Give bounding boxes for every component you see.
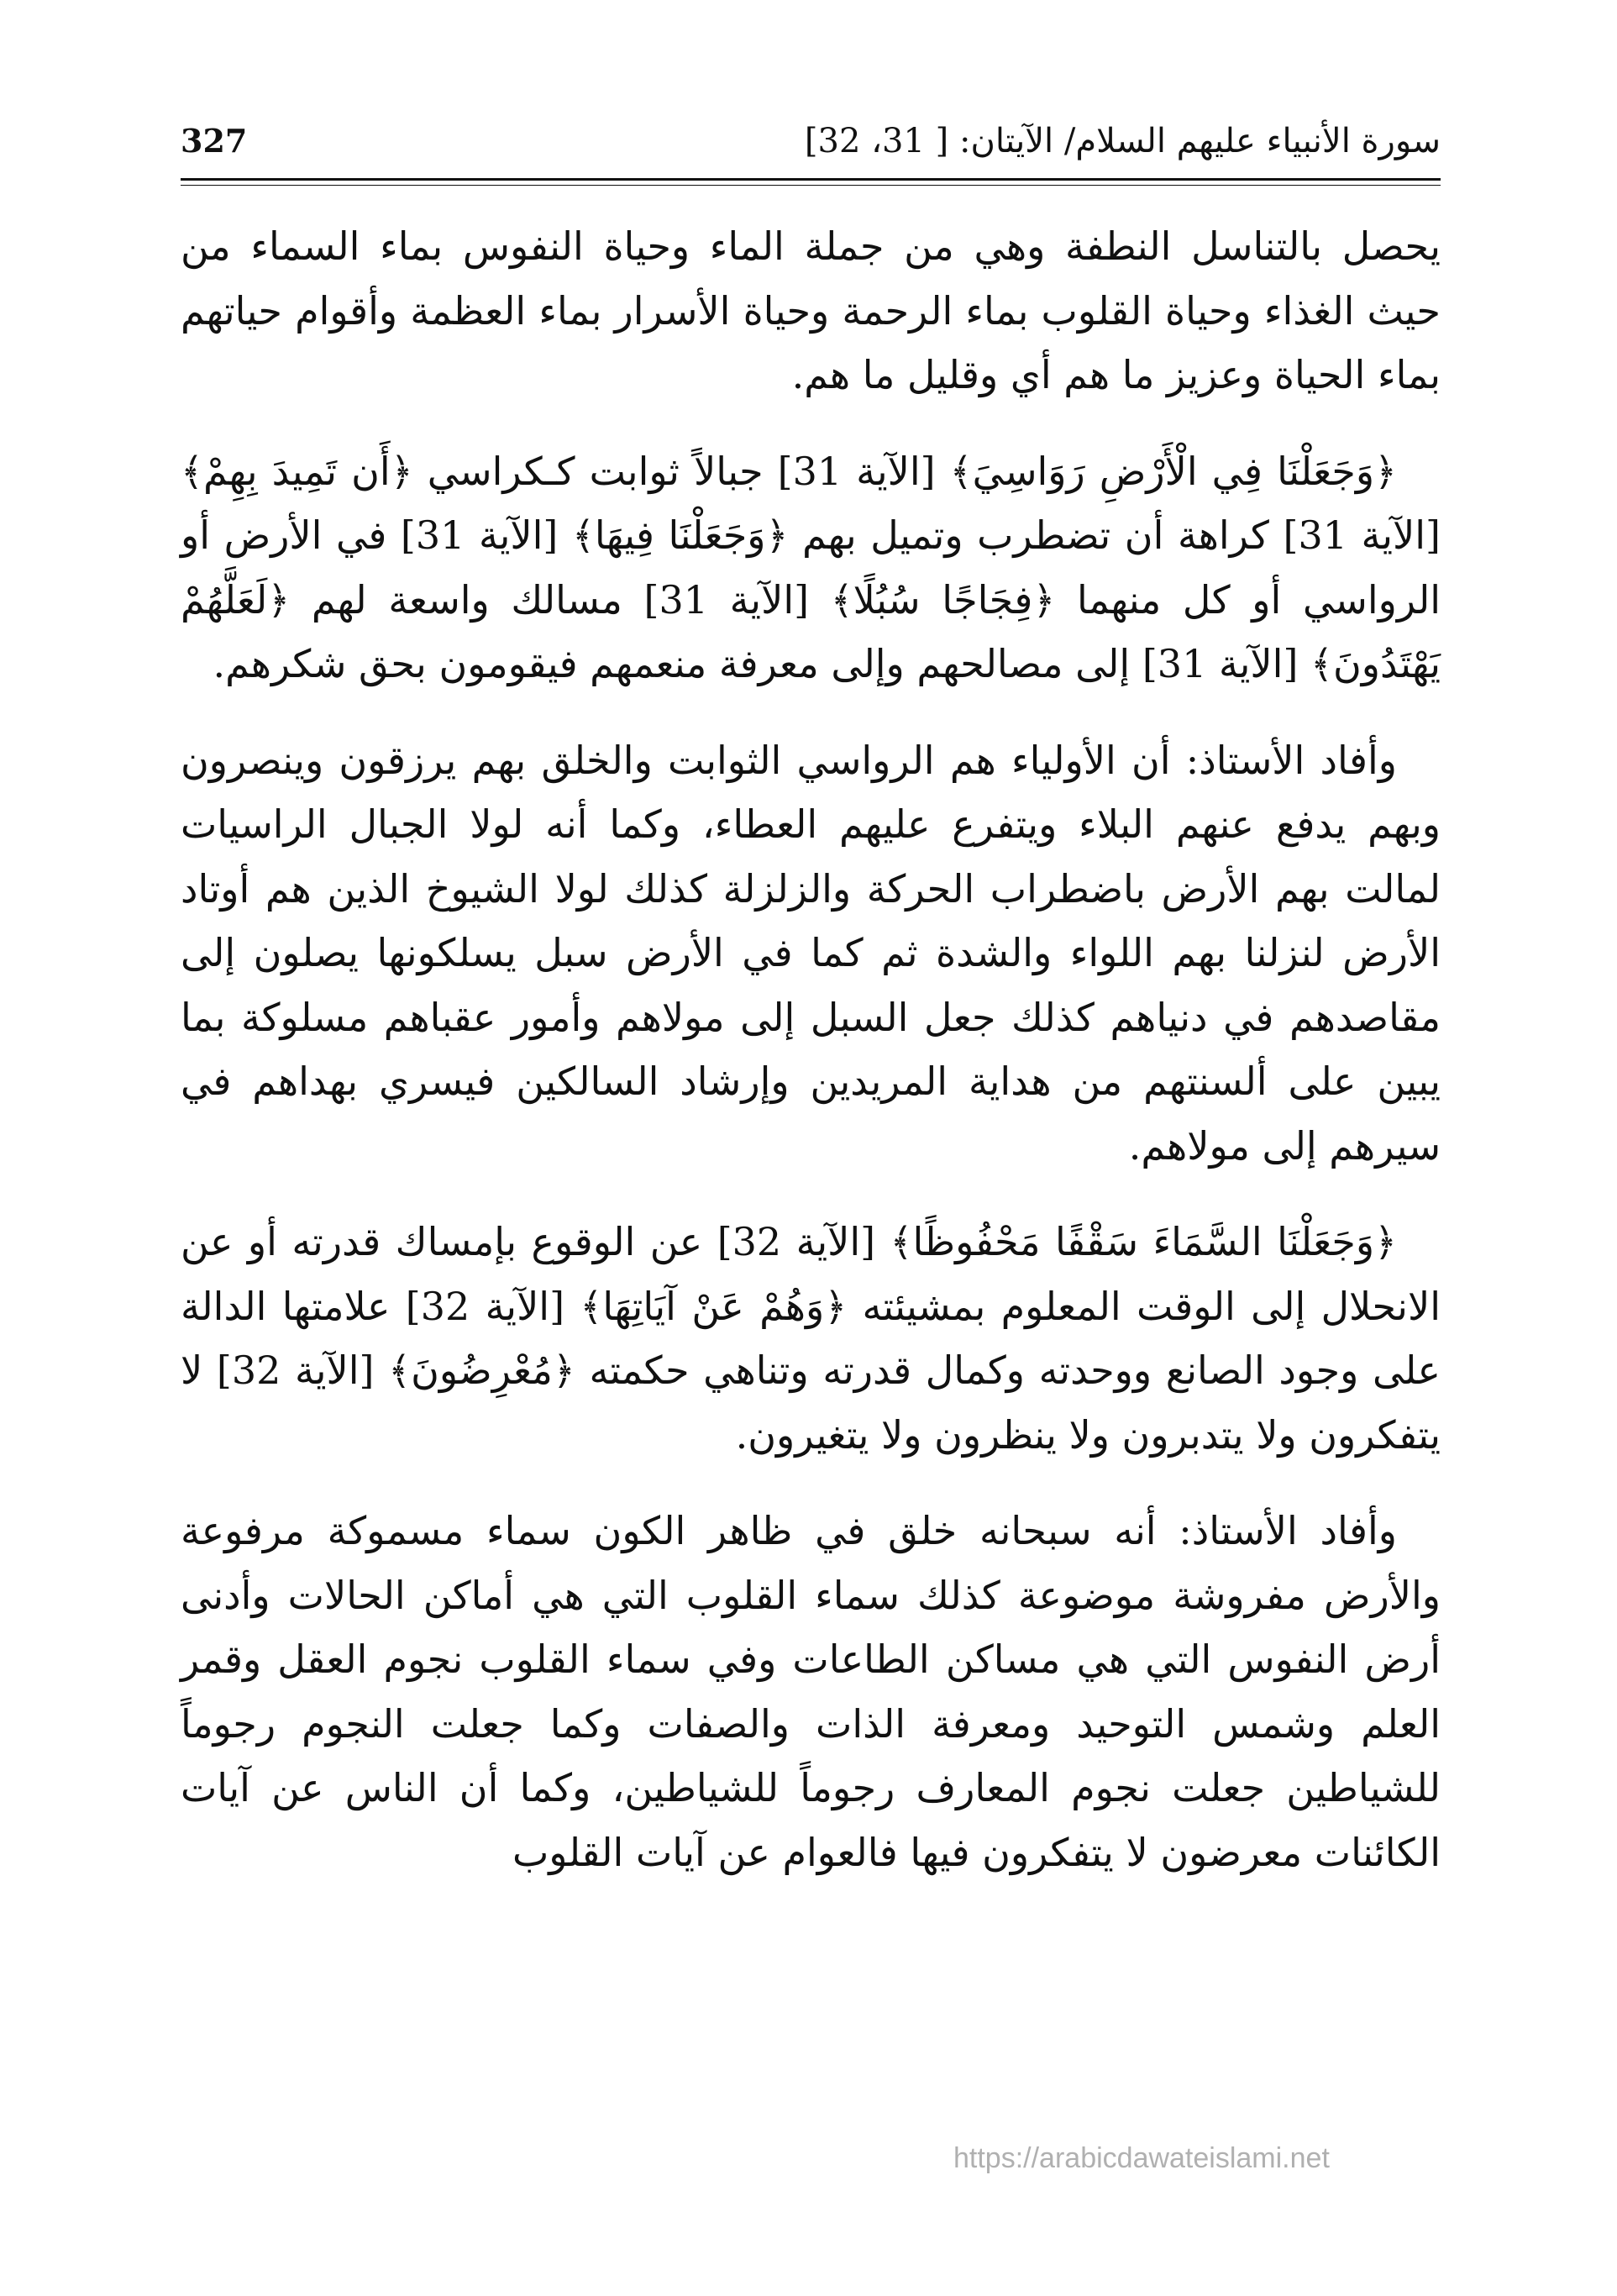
paragraph: وأفاد الأستاذ: أن الأولياء هم الرواسي الثوابت والخلق بهم يرزقون وينصرون وبهم يدفع عنهم البلاء ويتفرع عليهم العطاء، وكما أنه لولا الجبال الراسيات لمالت بهم الأرض باضطراب الحركة والزلزلة كذلك لولا الشيوخ الذين هم أوتاد الأرض لنزلنا بهم اللواء والشدة ثم كما في الأرض سبل يسلكونها يصلون إلى مقاصدهم في دنياهم كذلك جعل السبل إلى مولاهم وأمور عقباهم مسلوكة بما يبين على ألسنتهم من هداية المريدين وإرشاد السالكين فيسري بهداهم في سيرهم إلى مولاهم. (181, 737, 1441, 1169)
header-rule (181, 178, 1441, 181)
paragraph: ﴿وَجَعَلْنَا السَّمَاءَ سَقْفًا مَحْفُوظًا﴾ [الآية 32] عن الوقوع بإمساك قدرته أو عن الانحلال إلى الوقت المعلوم بمشيئته ﴿وَهُمْ عَنْ آيَاتِهَا﴾ [الآية 32] علامتها الدالة على وجود الصانع ووحدته وكمال قدرته وتناهي حكمته ﴿مُعْرِضُونَ﴾ [الآية 32] لا يتفكرون ولا يتدبرون ولا ينظرون ولا يتغيرون. (181, 1219, 1441, 1458)
header-title: سورة الأنبياء عليهم السلام/ الآيتان: [ 31، 32] (804, 122, 1441, 160)
paragraph: ﴿وَجَعَلْنَا فِي الْأَرْضِ رَوَاسِيَ﴾ [الآية 31] جبالاً ثوابت كـكراسي ﴿أَن تَمِيدَ بِهِمْ﴾ [الآية 31] كراهة أن تضطرب وتميل بهم ﴿وَجَعَلْنَا فِيهَا﴾ [الآية 31] في الأرض أو الرواسي أو كل منهما ﴿فِجَاجًا سُبُلًا﴾ [الآية 31] مسالك واسعة لهم ﴿لَعَلَّهُمْ يَهْتَدُونَ﴾ [الآية 31] إلى مصالحهم وإلى معرفة منعمهم فيقومون بحق شكرهم. (181, 448, 1441, 686)
watermark-url: https://arabicdawateislami.net (953, 2142, 1330, 2174)
body-text (181, 214, 1441, 1916)
running-header (181, 118, 1441, 176)
page-number: 327 (181, 122, 248, 160)
paragraph: وأفاد الأستاذ: أنه سبحانه خلق في ظاهر الكون سماء مسموكة مرفوعة والأرض مفروشة موضوعة كذلك سماء القلوب التي هي أماكن الحالات وأدنى أرض النفوس التي هي مساكن الطاعات وفي سماء القلوب نجوم العقل وقمر العلم وشمس التوحيد ومعرفة الذات والصفات وكما جعلت النجوم رجوماً للشياطين جعلت نجوم المعارف رجوماً للشياطين، وكما أن الناس عن آيات الكائنات معرضون لا يتفكرون فيها فالعوام عن آيات القلوب (181, 1508, 1441, 1875)
paragraph: يحصل بالتناسل النطفة وهي من جملة الماء وحياة النفوس بماء السماء من حيث الغذاء وحياة القلوب بماء الرحمة وحياة الأسرار بماء العظمة وأقوام حياتهم بماء الحياة وعزيز ما هم أي وقليل ما هم. (181, 223, 1441, 397)
header-rule-thin (181, 185, 1441, 186)
